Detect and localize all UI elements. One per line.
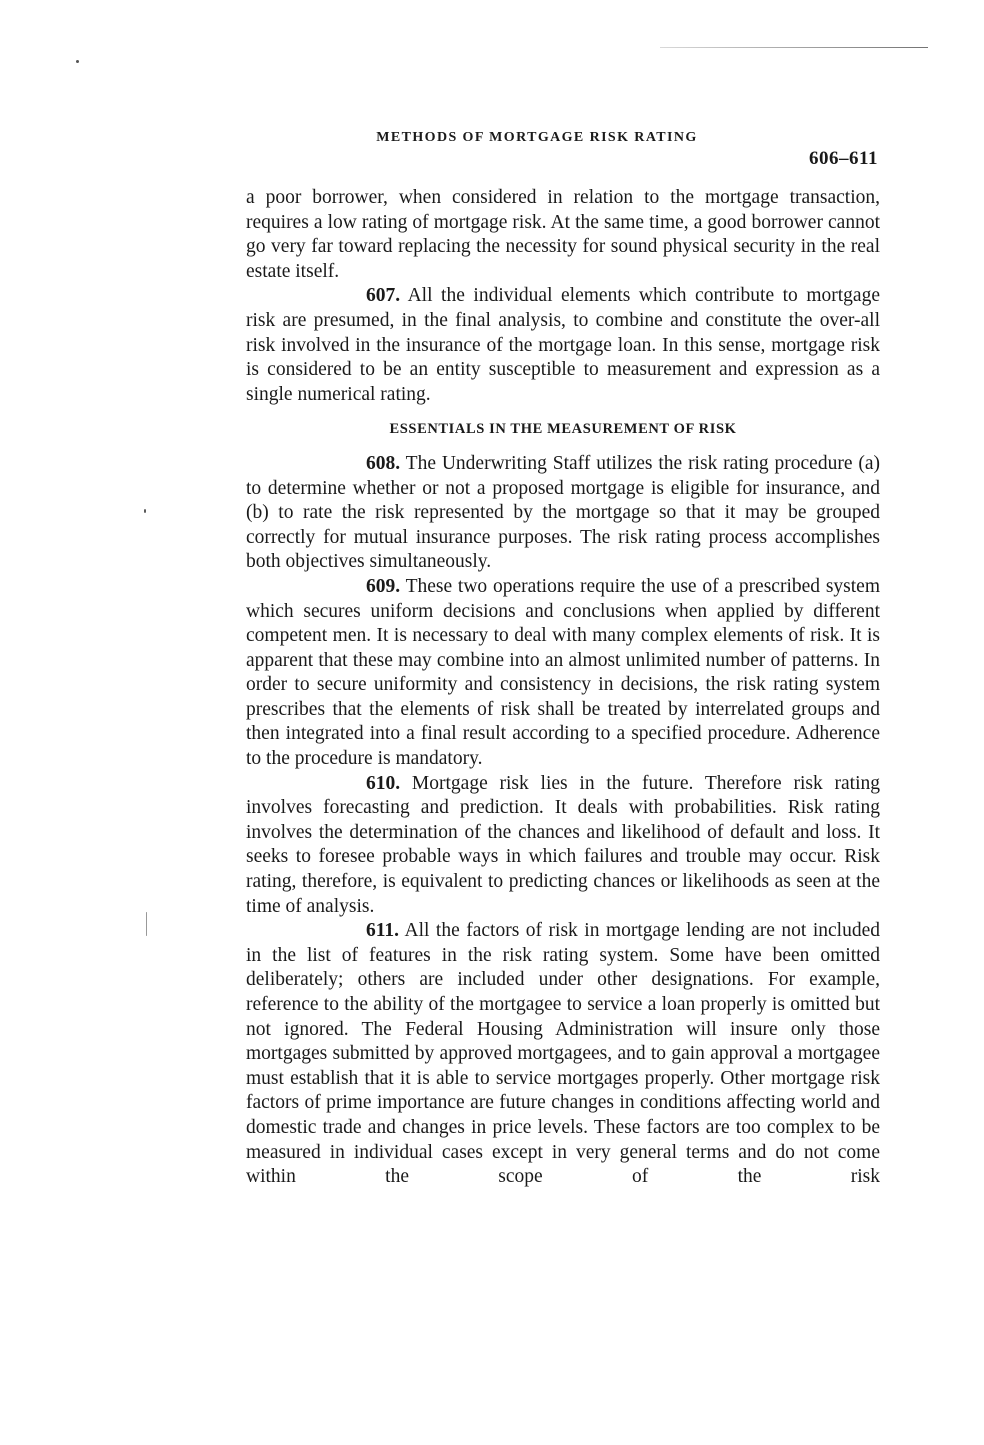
- scan-speck: [76, 60, 79, 63]
- paragraph-number: 607.: [366, 285, 401, 307]
- paragraph-608: [246, 452, 880, 575]
- paragraph-text: The Underwriting Staff utilizes the risk rating procedure (a) to determine whether or not a proposed mortgage is eligible for insurance, and (b) to rate the risk represented by the mortgage so that it may be grouped correctly for mutual insurance purposes. The risk rating process accomplishes both objectives simultaneously.: [246, 452, 881, 573]
- paragraph-610: [246, 772, 880, 920]
- scan-speck: [146, 912, 147, 936]
- paragraph-text: All the factors of risk in mortgage lending are not included in the list of features in the risk rating system. Some have been omitted deliberately; others are included under other designations. For example, reference to the ability of the mortgagee to service a loan properly is omitted but not ignored. The Federal Housing Administration will insure only those mortgages submitted by approved mortgagees, and to gain approval a mortgagee must establish that it is able to service mortgages properly. Other mortgage risk factors of prime importance are future changes in conditions affecting world and domestic trade and changes in price levels. These factors are too complex to be measured in individual cases except in very general terms and do not come within the scope of the risk: [246, 920, 880, 1188]
- intro-paragraph: a poor borrower, when considered in relation to the mortgage transaction, requires a low rating of mortgage risk. At the same time, a good borrower cannot go very far toward replacing the necessity for sound physical security in the real estate itself.: [246, 187, 880, 282]
- paragraph-607: [246, 284, 880, 407]
- paragraph-609: [246, 575, 880, 772]
- paragraph-text: All the individual elements which contribute to mortgage risk are presumed, in the final analysis, to combine and constitute the over-all risk involved in the insurance of the mortgage loan. In this sense, mortgage risk is considered to be an entity susceptible to measurement and expression as a single numerical rating.: [246, 285, 880, 405]
- scan-artifact-line: [660, 47, 928, 48]
- scan-speck: [144, 509, 146, 513]
- running-title: METHODS OF MORTGAGE RISK RATING: [376, 130, 698, 145]
- page-range: 606–611: [809, 148, 878, 169]
- paragraph-611: [246, 919, 880, 1190]
- body-text: [246, 186, 880, 1190]
- paragraph-number: 608.: [366, 452, 401, 474]
- paragraph-number: 611.: [366, 920, 400, 942]
- paragraph-number: 609.: [366, 575, 401, 597]
- paragraph-text: These two operations require the use of a prescribed system which secures uniform decisions and conclusions when applied by different competent men. It is necessary to deal with many complex elements of risk. It is apparent that these may combine into an almost unlimited number of patterns. In order to secure uniformity and consistency in decisions, the risk rating system prescribes that the elements of risk shall be treated by interrelated groups and then integrated into a final result according to a specified procedure. Adherence to the procedure is mandatory.: [246, 575, 880, 770]
- paragraph-number: 610.: [366, 772, 401, 794]
- paragraph-text: Mortgage risk lies in the future. Therefore risk rating involves forecasting and prediction. It deals with probabilities. Risk rating involves the determination of the chances and likelihood of default and loss. It seeks to foresee probable ways in which failures and trouble may occur. Risk rating, therefore, is equivalent to predicting chances or likelihoods as seen at the time of analysis.: [246, 772, 881, 917]
- section-heading: ESSENTIALS IN THE MEASUREMENT OF RISK: [389, 421, 737, 438]
